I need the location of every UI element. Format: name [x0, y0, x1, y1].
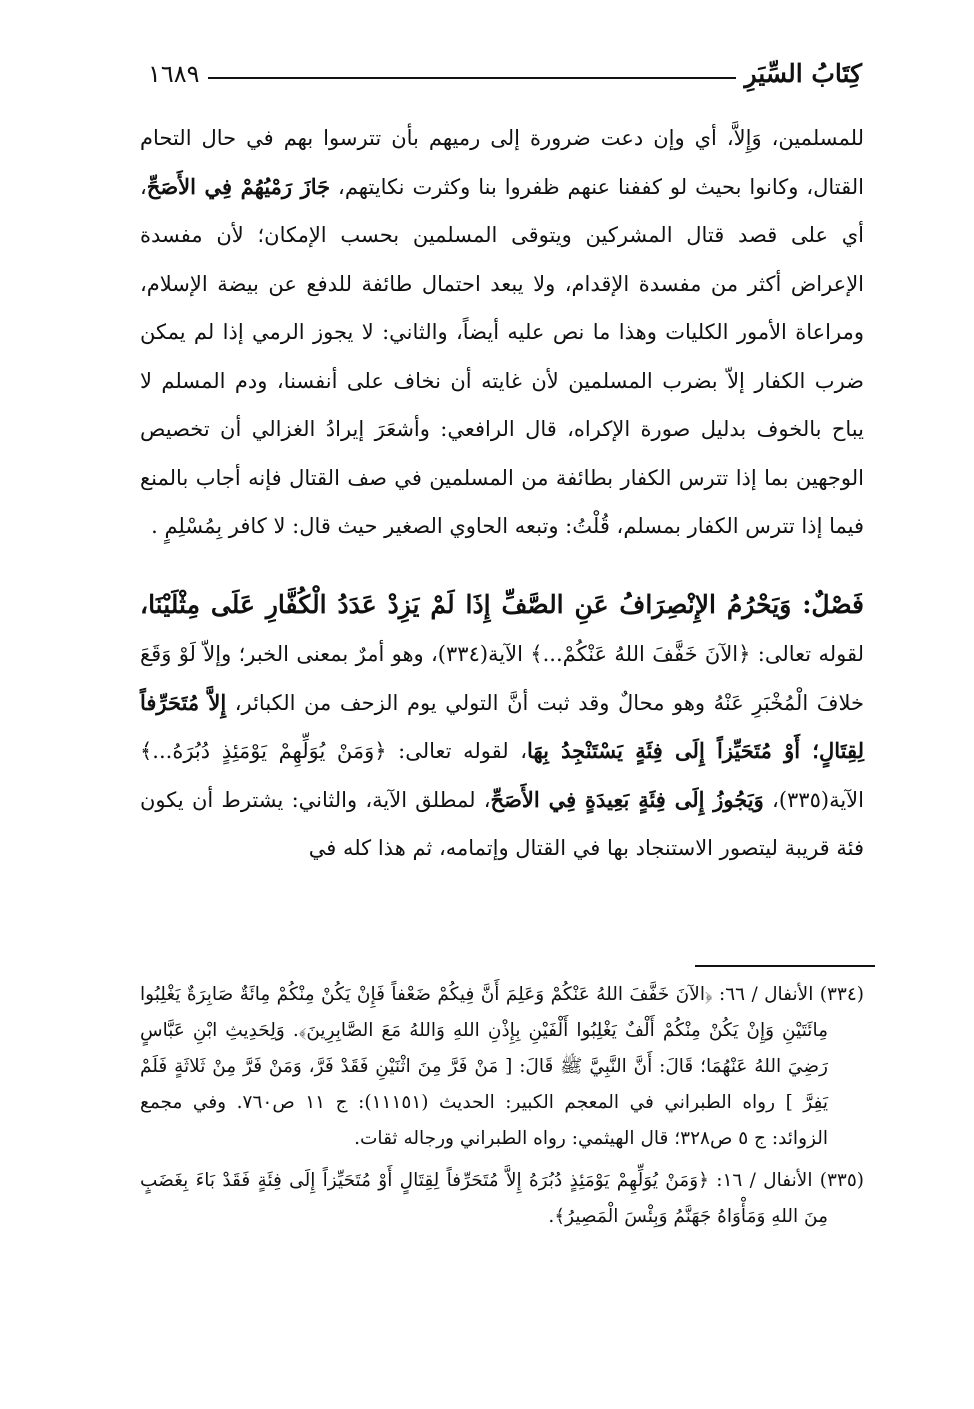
book-title: كِتَابُ السِّيَرِ: [744, 59, 862, 88]
footnote-separator: [695, 965, 875, 967]
paragraph-2: [140, 581, 864, 873]
running-header: [148, 48, 862, 88]
paragraph-2-end: ، لمطلق الآية، والثاني: يشترط أن يكون فئة قريبة ليتصور الاستنجاد بها في القتال وإتمامه، ثم هذا كله في: [140, 787, 864, 860]
header-rule: [208, 77, 737, 79]
paragraph-2-bold-2: وَيَجُوزُ إِلَى فِئَةٍ بَعِيدَةٍ فِي الأَصَحِّ: [490, 786, 764, 812]
section-heading: فَصْلٌ: وَيَحْرُمُ الإِنْصِرَافُ عَنِ الصَّفِّ إِذَا لَمْ يَزِدْ عَدَدُ الْكُفَّارِ عَلَى مِثْلَيْنَا،: [140, 589, 864, 619]
paragraph-1: [140, 114, 864, 551]
footnote-335: (٣٣٥) الأنفال / ١٦: ﴿وَمَنْ يُوَلِّهِمْ يَوْمَئِذٍ دُبُرَهُ إِلاَّ مُتَحَرِّفاً لِقِتَالٍ أَوْ مُتَحَيِّزاً إِلَى فِئَةٍ فَقَدْ بَاءَ بِغَضَبٍ مِنَ اللهِ وَمَأْوَاهُ جَهَنَّمُ وَبِئْسَ الْمَصِيرُ﴾.: [140, 1170, 864, 1227]
paragraph-1-continuation: ، أي على قصد قتال المشركين ويتوقى المسلمين بحسب الإمكان؛ لأن مفسدة الإعراض أكثر من مفسدة الإقدام، ولا يبعد احتمال طائفة للدفع عن بيضة الإسلام، ومراعاة الأمور الكليات وهذا ما نص عليه أيضاً، والثاني: لا يجوز الرمي إذا لم يمكن ضرب الكفار إلاّ بضرب المسلمين لأن غايته أن نخاف على أنفسنا، ودم المسلم لا يباح بالخوف بدليل صورة الإكراه، قال الرافعي: وأشعَرَ إيرادُ الغزالي أن تخصيص الوجهين بما إذا تترس الكفار بطائفة من المسلمين في صف القتال فإنه أجاب بالمنع فيما إذا تترس الكفار بمسلم، قُلْتُ: وتبعه الحاوي الصغير حيث قال: لا كافر بِمُسْلِمٍ .: [140, 174, 864, 538]
page-number: ١٦٨٩: [148, 60, 200, 88]
footnotes: [140, 977, 864, 1241]
footnote-334: (٣٣٤) الأنفال / ٦٦: ﴿الآنَ خَفَّفَ اللهُ عَنْكُمْ وَعَلِمَ أَنَّ فِيكُمْ ضَعْفاً فَإِنْ يَكُنْ مِنْكُمْ مِائَةٌ صَابِرَةٌ يَغْلِبُوا مِائَتَيْنِ وَإِنْ يَكُنْ مِنْكُمْ أَلْفٌ يَغْلِبُوا أَلْفَيْنِ بِإِذْنِ اللهِ وَاللهُ مَعَ الصَّابِرِينَ﴾. وَلِحَدِيثِ ابْنِ عَبَّاسٍ رَضِيَ اللهُ عَنْهُمَا؛ قَالَ: أَنَّ النَّبِيَّ ﷺ قَالَ: [ مَنْ فَرَّ مِنَ اثْنَيْنِ فَقَدْ فَرَّ، وَمَنْ فَرَّ مِنْ ثَلاثَةٍ فَلَمْ يَفِرَّ ] رواه الطبراني في المعجم الكبير: الحديث (١١١٥١): ج ١١ ص٧٦٠. وفي مجمع الزوائد: ج ٥ ص٣٢٨؛ قال الهيثمي: رواه الطبراني ورجاله ثقات.: [140, 984, 864, 1149]
paragraph-2-text: لقوله تعالى: ﴿الآنَ خَفَّفَ اللهُ عَنْكُمْ...﴾ الآية(٣٣٤)، وهو أمرٌ بمعنى الخبر؛ وإلاّ لَوْ وَقَعَ خلافَ الْمُخْبَرِ عَنْهُ وهو محالٌ وقد ثبت أنَّ التولي يوم الزحف من الكبائر،: [140, 642, 864, 715]
paragraph-2-continuation: ، لقوله تعالى: ﴿وَمَنْ يُوَلِّهِمْ يَوْمَئِذٍ دُبُرَهُ...﴾ الآية(٣٣٥)،: [140, 739, 864, 812]
paragraph-2-bold: إِلاَّ مُتَحَرِّفاً لِقِتَالٍ؛ أَوْ مُتَحَيِّزاً إِلَى فِئَةٍ يَسْتَنْجِدُ بِهَا: [140, 689, 864, 763]
paragraph-1-bold: جَازَ رَمْيُهُمْ فِي الأَصَحِّ: [146, 173, 331, 199]
main-text: [140, 114, 864, 873]
paragraph-1-text: للمسلمين، وَإِلاَّ، أي وإن دعت ضرورة إلى رميهم بأن تترسوا بهم في حال التحام القتال، وكانوا بحيث لو كففنا عنهم ظفروا بنا وكثرت نكايتهم،: [140, 126, 864, 199]
